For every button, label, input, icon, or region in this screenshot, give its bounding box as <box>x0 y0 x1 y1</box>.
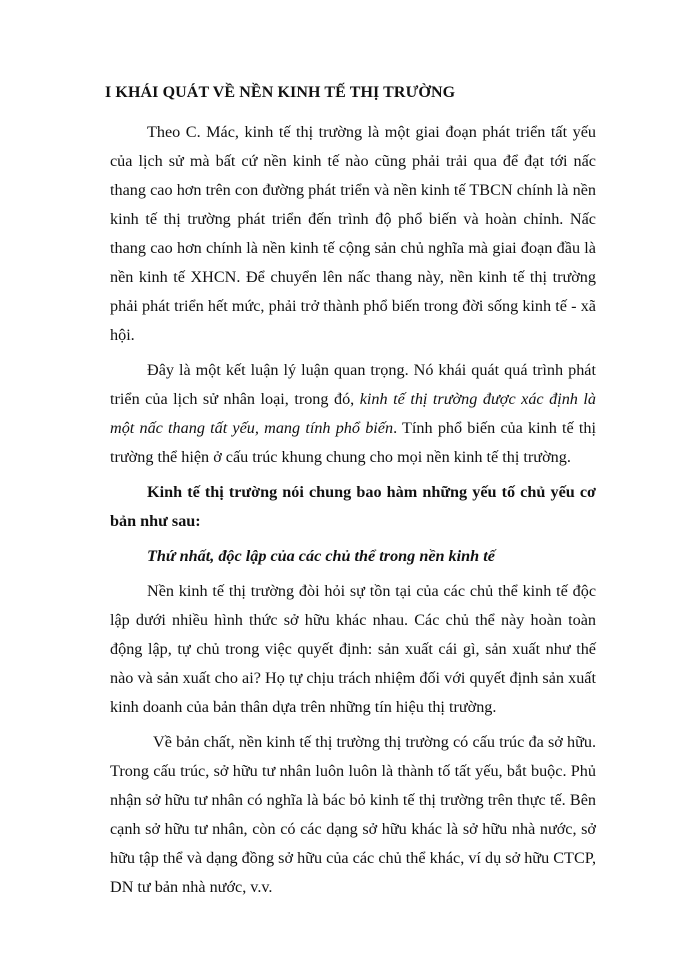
paragraph-conclusion-end: . Tính phổ biến của kinh tế thị trường thể hiện ở cấu trúc khung chung cho mọi nền kinh tế thị trường. <box>110 419 596 466</box>
section-heading: I KHÁI QUÁT VỀ NỀN KINH TẾ THỊ TRƯỜNG <box>105 84 456 101</box>
paragraph-marx-theory: Theo C. Mác, kinh tế thị trường là một giai đoạn phát triển tất yếu của lịch sử mà bất cứ nền kinh tế nào cũng phải trải qua để đạt tới nấc thang cao hơn trên con đường phát triển và nền kinh tế TBCN chính là nền kinh tế thị trường phát triển đến trình độ phổ biến và hoàn chỉnh. Nấc thang cao hơn chính là nền kinh tế cộng sản chủ nghĩa mà giai đoạn đầu là nền kinh tế XHCN. Để chuyển lên nấc thang này, nền kinh tế thị trường phải phát triển hết mức, phải trở thành phổ biến trong đời sống kinh tế - xã hội. <box>110 123 596 344</box>
paragraph-conclusion-start: Đây là một kết luận lý luận quan trọng. Nó khái quát quá trình phát triển của lịch sử nhân loại, trong đó, <box>110 361 596 408</box>
paragraph-ownership: Về bản chất, nền kinh tế thị trường thị trường có cấu trúc đa sở hữu. Trong cấu trúc, sở hữu tư nhân luôn luôn là thành tố tất yếu, bắt buộc. Phủ nhận sở hữu tư nhân có nghĩa là bác bỏ kinh tế thị trường trên thực tế. Bên cạnh sở hữu tư nhân, còn có các dạng sở hữu khác là sở hữu nhà nước, sở hữu tập thể và dạng đồng sở hữu của các chủ thể khác, ví dụ sở hữu CTCP, DN tư bản nhà nước, v.v. <box>110 733 596 896</box>
paragraph-conclusion <box>110 356 596 472</box>
document-body <box>110 118 596 908</box>
paragraph-independent-actors: Nền kinh tế thị trường đòi hỏi sự tồn tại của các chủ thể kinh tế độc lập dưới nhiều hình thức sở hữu khác nhau. Các chủ thể này hoàn toàn động lập, tự chủ trong việc quyết định: sản xuất cái gì, sản xuất như thế nào và sản xuất cho ai? Họ tự chịu trách nhiệm đối với quyết định sản xuất kinh doanh của bản thân dựa trên những tín hiệu thị trường. <box>110 582 596 716</box>
subheading-independence: Thứ nhất, độc lập của các chủ thể trong nền kinh tế <box>147 547 495 565</box>
paragraph-conclusion-emphasis: kinh tế thị trường được xác định là một nấc thang tất yếu, mang tính phổ biến <box>110 390 596 437</box>
paragraph-elements-intro: Kinh tế thị trường nói chung bao hàm những yếu tố chủ yếu cơ bản như sau: <box>110 483 596 530</box>
